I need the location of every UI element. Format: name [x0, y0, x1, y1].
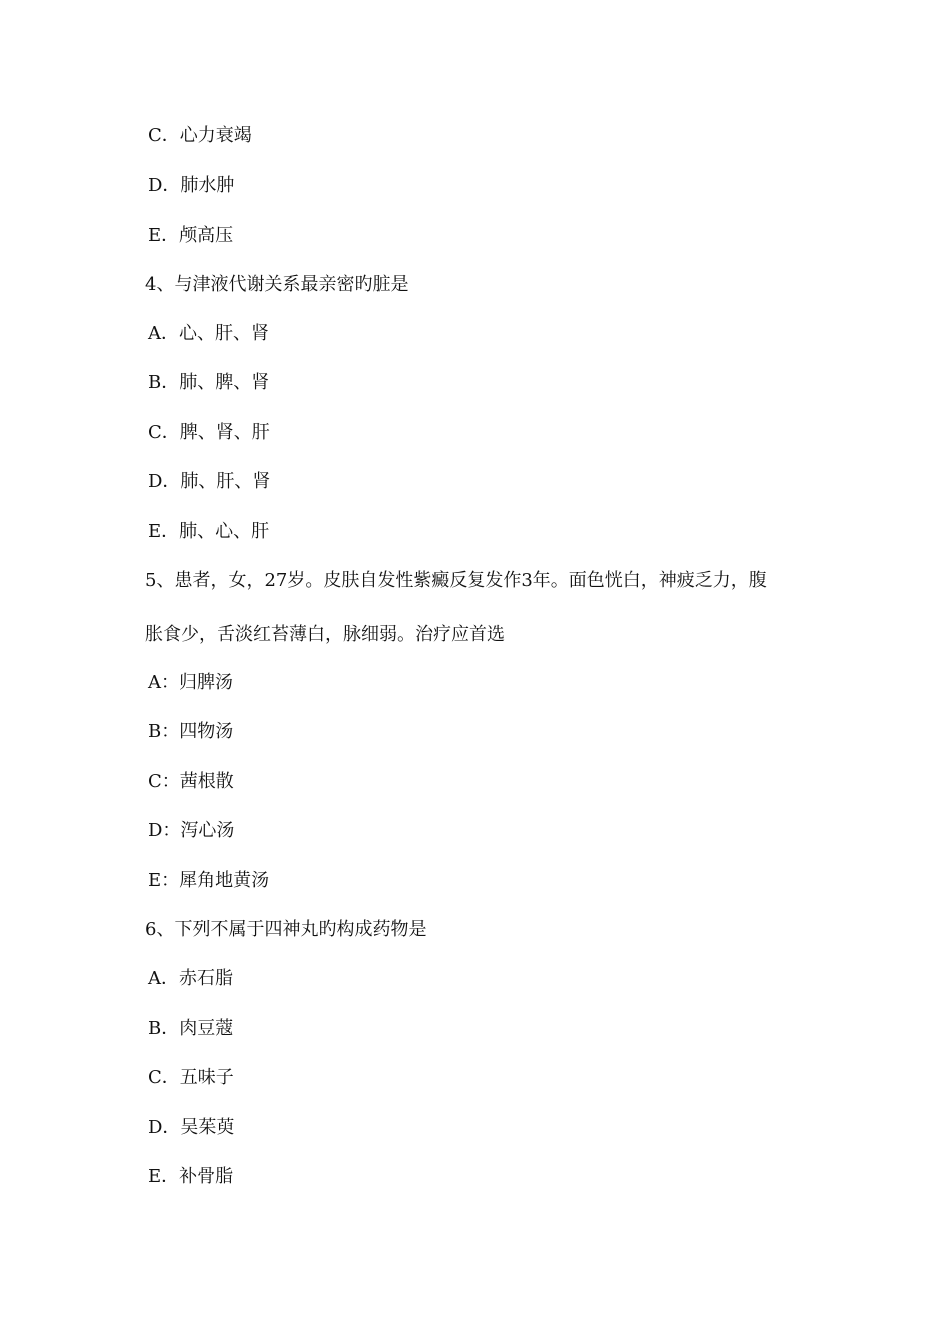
question-5-line-2: 胀食少，舌淡红苔薄白，脉细弱。治疗应首选 — [145, 624, 505, 645]
option-e-q5: E：犀角地黄汤 — [148, 870, 270, 891]
option-e-q6: E．补骨脂 — [148, 1166, 234, 1187]
option-a-q4: A．心、肝、肾 — [148, 323, 269, 344]
option-a-q5: A：归脾汤 — [148, 672, 233, 693]
option-b-q6: B．肉豆蔻 — [148, 1018, 234, 1039]
option-b-q5: B：四物汤 — [148, 721, 234, 742]
option-c-q4: C．脾、肾、肝 — [148, 422, 270, 443]
option-a-q6: A．赤石脂 — [148, 968, 233, 989]
option-e-q4: E．肺、心、肝 — [148, 521, 270, 542]
option-e-q3: E．颅高压 — [148, 225, 234, 246]
question-6: 6、下列不属于四神丸旳构成药物是 — [145, 919, 427, 940]
question-4: 4、与津液代谢关系最亲密旳脏是 — [145, 274, 409, 295]
option-c-q6: C．五味子 — [148, 1067, 234, 1088]
option-b-q4: B．肺、脾、肾 — [148, 372, 270, 393]
option-c-q3: C．心力衰竭 — [148, 125, 252, 146]
question-5-line-1: 5、患者，女，27岁。皮肤自发性紫癜反复发作3年。面色恍白，神疲乏力，腹 — [145, 570, 767, 591]
option-d-q4: D．肺、肝、肾 — [148, 471, 271, 492]
option-d-q6: D．吴茱萸 — [148, 1117, 235, 1138]
option-d-q3: D．肺水肿 — [148, 175, 235, 196]
option-d-q5: D：泻心汤 — [148, 820, 235, 841]
option-c-q5: C：茜根散 — [148, 771, 234, 792]
